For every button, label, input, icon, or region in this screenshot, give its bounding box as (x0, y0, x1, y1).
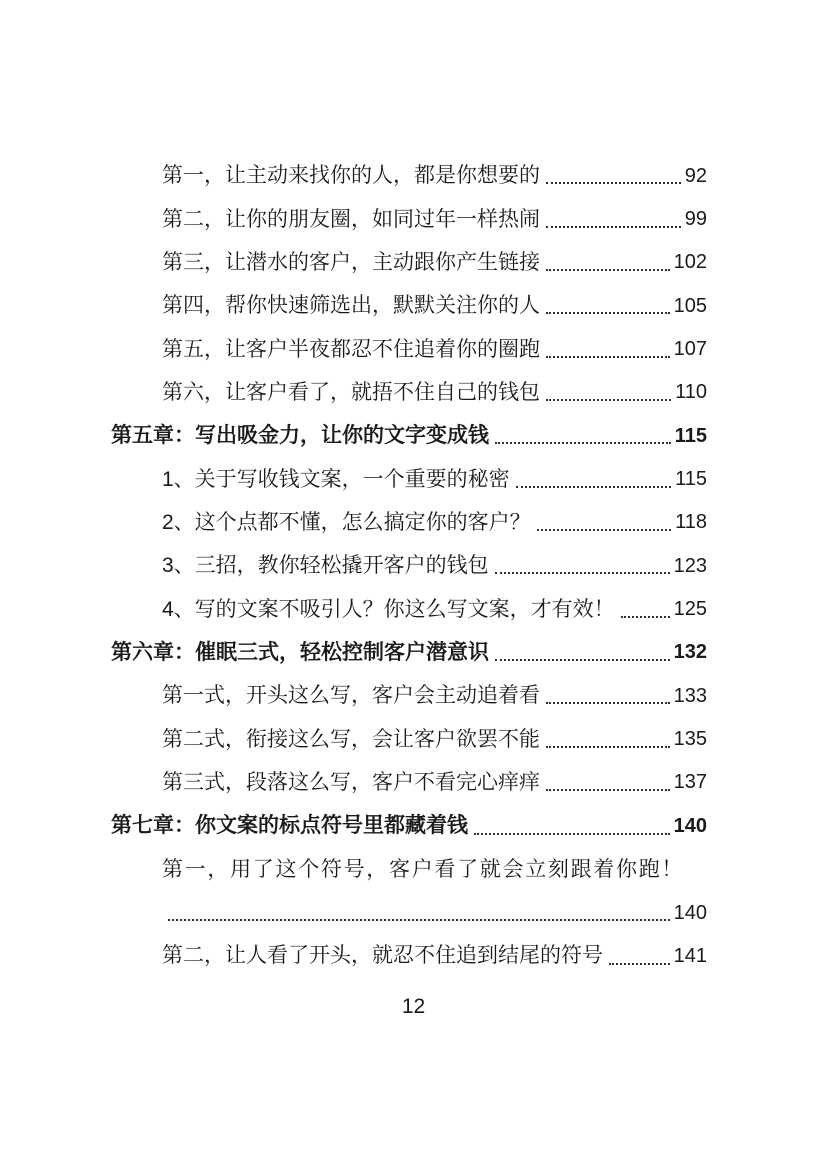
toc-entry-page: 123 (673, 554, 707, 577)
toc-entry (111, 544, 707, 587)
toc-entry-title: 2、这个点都不懂，怎么搞定你的客户？ (162, 510, 531, 534)
toc-leader-dots (621, 616, 670, 618)
toc-leader-dots (609, 963, 670, 965)
toc-entry (111, 501, 707, 544)
toc-entry-page: 135 (673, 728, 707, 751)
toc-entry (111, 934, 707, 977)
toc-entry (111, 761, 707, 804)
toc-entry-title: 第三，让潜水的客户，主动跟你产生链接 (162, 250, 540, 274)
table-of-contents (111, 154, 707, 978)
toc-entry-title: 3、三招，教你轻松撬开客户的钱包 (162, 554, 489, 578)
toc-entry (111, 241, 707, 284)
toc-entry-title: 4、写的文案不吸引人？你这么写文案，才有效！ (162, 597, 615, 621)
toc-leader-dots (546, 312, 670, 314)
toc-entry-title: 第五章：写出吸金力，让你的文字变成钱 (111, 424, 489, 448)
toc-leader-dots (546, 746, 670, 748)
toc-entry (111, 457, 707, 500)
toc-entry-title: 第六，让客户看了，就捂不住自己的钱包 (162, 380, 540, 404)
toc-entry (111, 414, 707, 457)
toc-leader-dots (168, 919, 670, 921)
toc-entry-title: 第一，用了这个符号，客户看了就会立刻跟着你跑！ (162, 857, 685, 881)
toc-entry-title: 第二式，衔接这么写，会让客户欲罢不能 (162, 727, 540, 751)
toc-leader-dots (546, 226, 681, 228)
toc-entry (111, 587, 707, 630)
toc-entry (111, 631, 707, 674)
toc-leader-dots (495, 442, 671, 444)
toc-entry-page: 105 (673, 294, 707, 317)
toc-leader-dots (495, 572, 670, 574)
toc-entry (111, 891, 707, 934)
toc-entry-page: 140 (673, 901, 707, 924)
toc-entry (111, 284, 707, 327)
toc-leader-dots (546, 789, 670, 791)
toc-entry-page: 140 (673, 814, 707, 837)
toc-entry-page: 107 (673, 338, 707, 361)
toc-entry (111, 804, 707, 847)
toc-entry-title: 第二，让你的朋友圈，如同过年一样热闹 (162, 207, 540, 231)
toc-entry (111, 154, 707, 197)
toc-entry-page: 132 (673, 641, 707, 664)
toc-leader-dots (546, 356, 670, 358)
toc-entry-page: 141 (673, 944, 707, 967)
toc-entry (111, 327, 707, 370)
toc-leader-dots (546, 399, 671, 401)
toc-entry-page: 99 (684, 208, 707, 231)
toc-entry (111, 197, 707, 240)
toc-entry-title: 1、关于写收钱文案，一个重要的秘密 (162, 467, 510, 491)
toc-entry-page: 92 (684, 164, 707, 187)
toc-entry (111, 717, 707, 760)
toc-entry-page: 133 (673, 684, 707, 707)
toc-entry-title: 第六章：催眠三式，轻松控制客户潜意识 (111, 640, 489, 664)
toc-entry-page: 102 (673, 251, 707, 274)
toc-leader-dots (546, 182, 681, 184)
toc-entry (111, 674, 707, 717)
toc-leader-dots (546, 269, 670, 271)
toc-entry (111, 371, 707, 414)
toc-leader-dots (537, 529, 671, 531)
toc-entry (111, 848, 707, 891)
toc-entry-page: 137 (673, 771, 707, 794)
toc-entry-title: 第一式，开头这么写，客户会主动追着看 (162, 684, 540, 708)
toc-entry-title: 第五，让客户半夜都忍不住追着你的圈跑 (162, 337, 540, 361)
toc-entry-page: 115 (674, 424, 707, 447)
toc-entry-title: 第一，让主动来找你的人，都是你想要的 (162, 164, 540, 188)
toc-entry-title: 第三式，段落这么写，客户不看完心痒痒 (162, 770, 540, 794)
toc-leader-dots (474, 833, 670, 835)
toc-entry-page: 118 (675, 511, 707, 534)
toc-entry-title: 第七章：你文案的标点符号里都藏着钱 (111, 814, 468, 838)
toc-leader-dots (516, 486, 671, 488)
toc-leader-dots (495, 659, 670, 661)
page-number: 12 (401, 995, 426, 1018)
toc-entry-title: 第二，让人看了开头，就忍不住追到结尾的符号 (162, 944, 603, 968)
toc-entry-page: 125 (673, 598, 707, 621)
toc-entry-page: 110 (675, 381, 707, 404)
toc-entry-page: 115 (675, 468, 707, 491)
toc-entry-title: 第四，帮你快速筛选出，默默关注你的人 (162, 294, 540, 318)
toc-leader-dots (546, 702, 670, 704)
